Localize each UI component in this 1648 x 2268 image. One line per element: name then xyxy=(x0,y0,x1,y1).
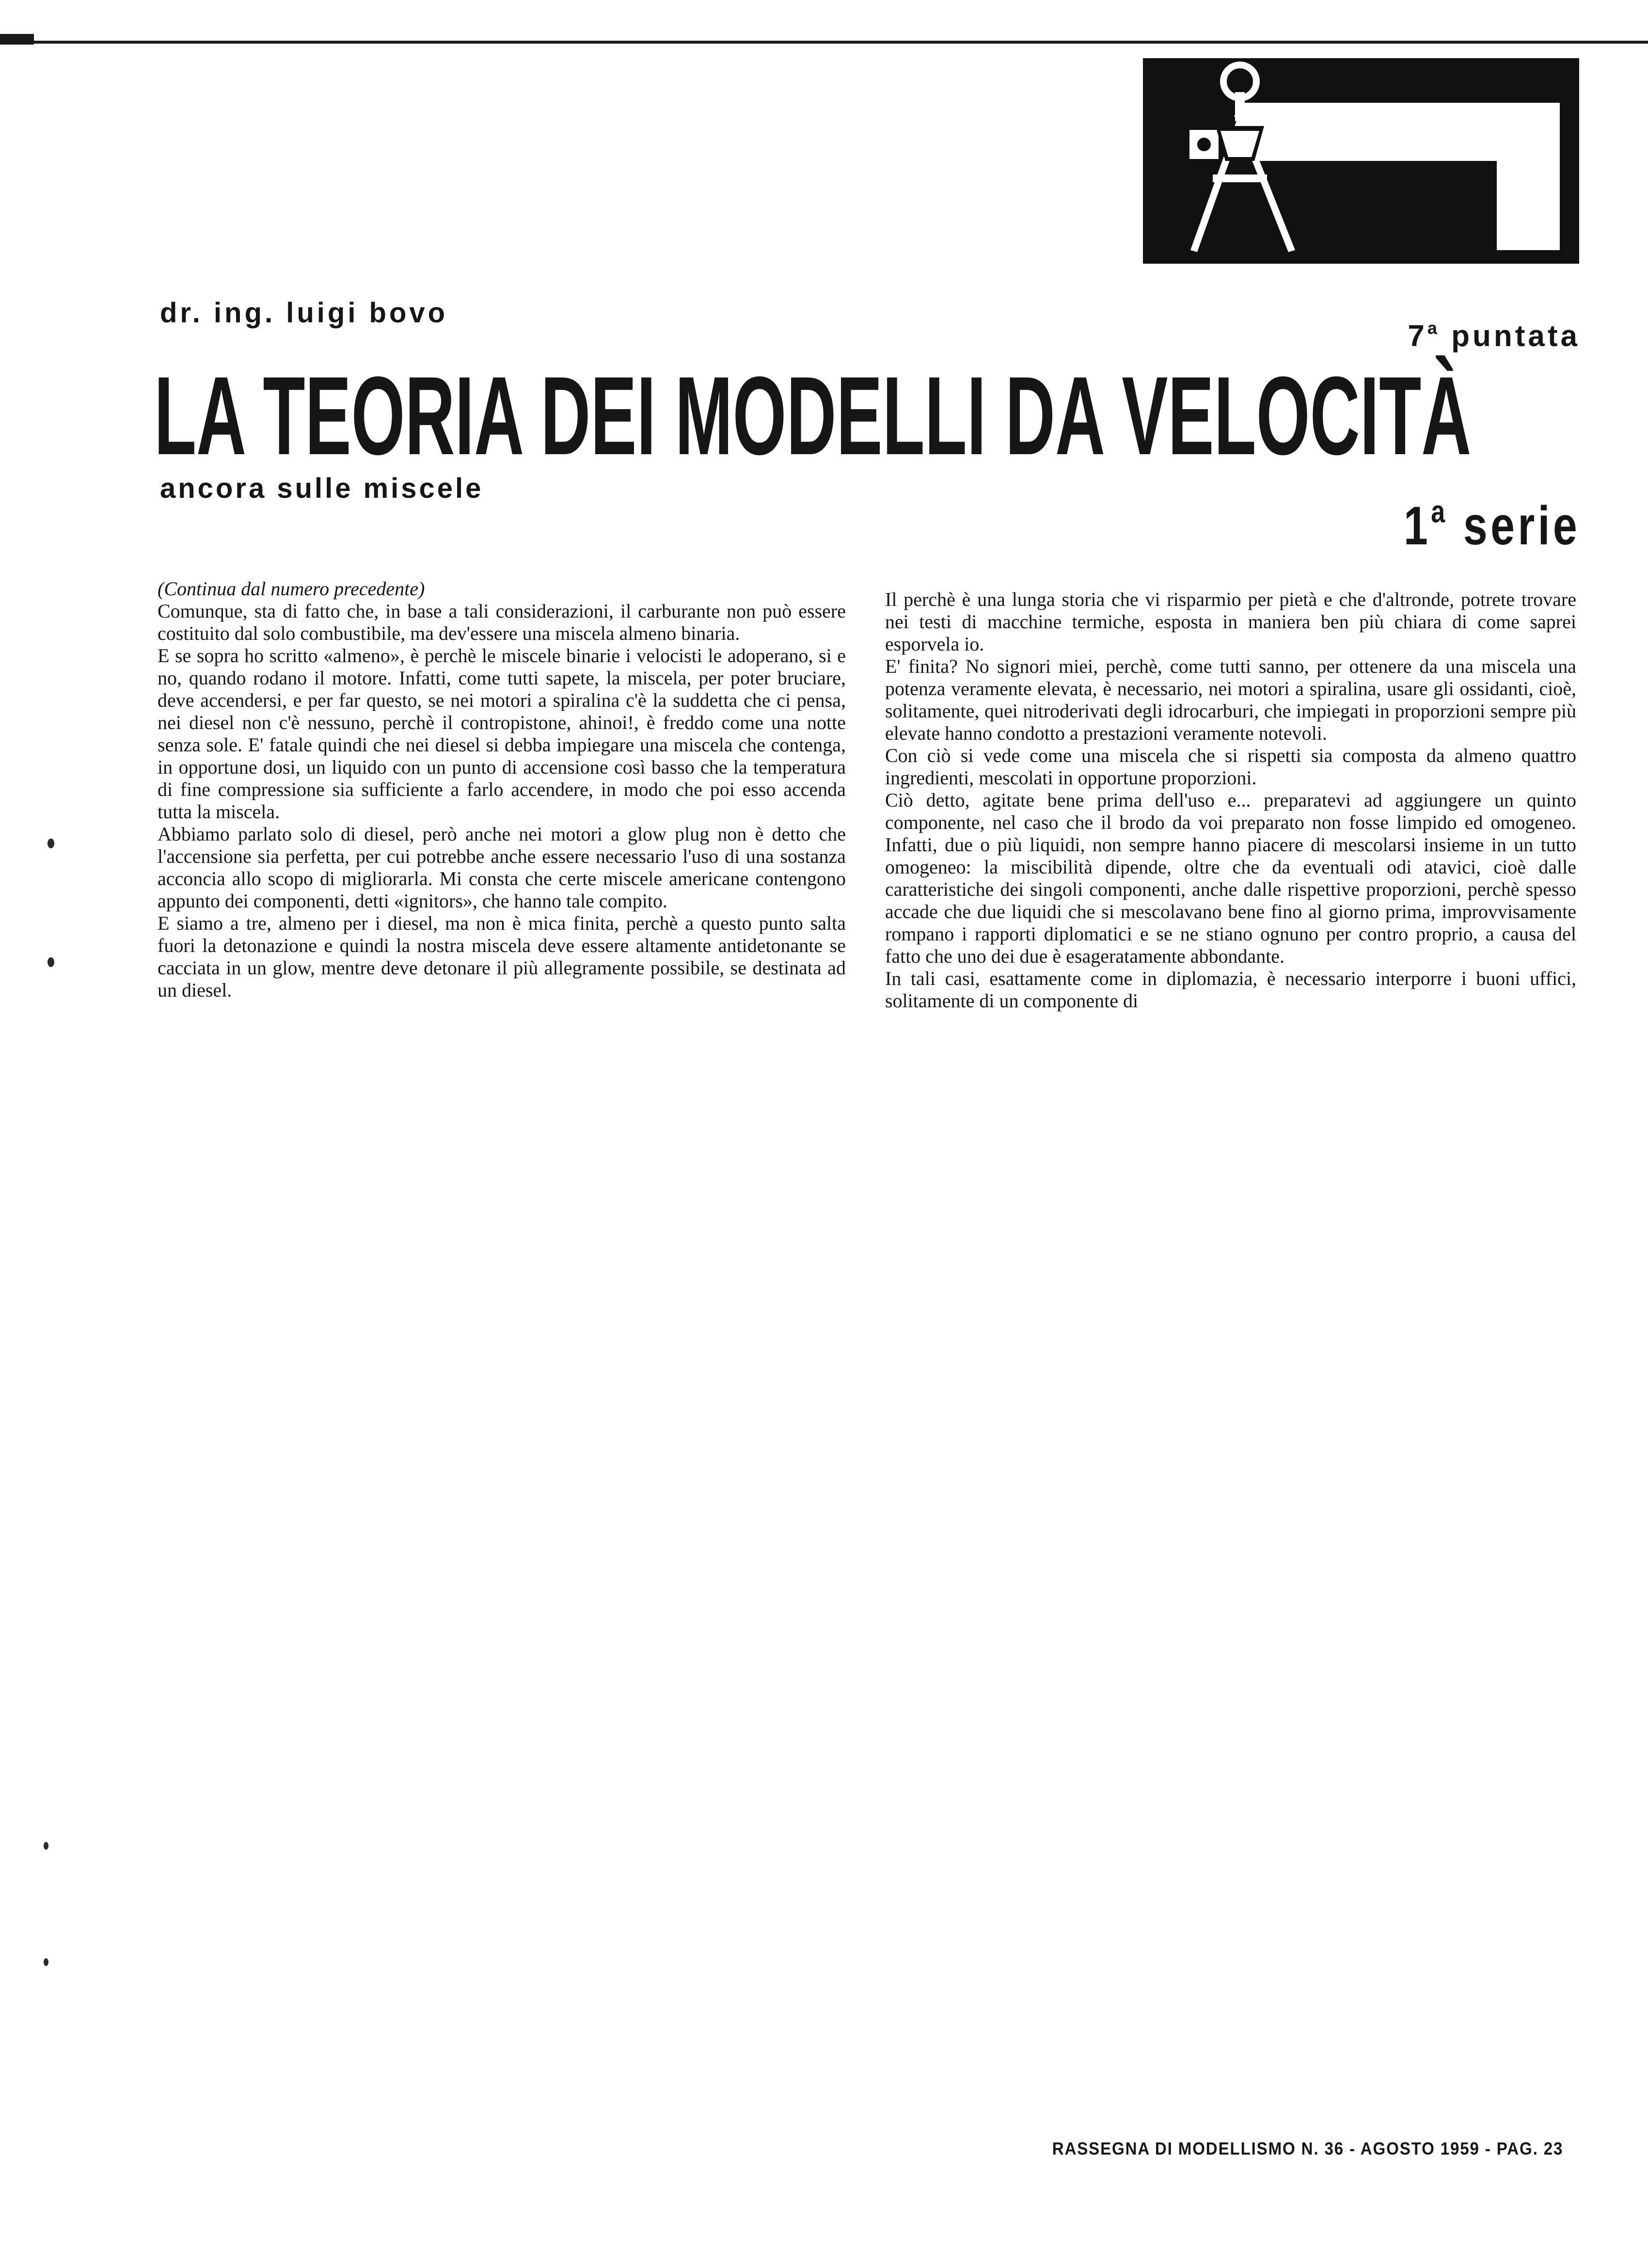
paragraph: E se sopra ho scritto «almeno», è perchè le miscele binarie i velocisti le adoperano, si e no, quando rodano il motore. Infatti, come tutti sapete, la miscela, per poter bruciare, deve accendersi, e per far questo, se nei motori a spiralina c'è la suddetta che ci pensa, nei diesel non c'è nessuno, perchè il contropistone, ahinoi!, è freddo come una notte senza sole. E' fatale quindi che nei diesel si debba impiegare una miscela che contenga, in opportune dosi, un liquido con un punto di accensione così basso che la temperatura di fine compressione sia sufficiente a farlo accendere, in modo che poi esso accenda tutta la miscela. xyxy=(158,645,846,823)
episode-label xyxy=(1408,319,1580,353)
article-column-right xyxy=(885,588,1576,1012)
paragraph: In tali casi, esattamente come in diplomazia, è necessario interporre i buoni uffici, solitamente di un componente di xyxy=(885,967,1576,1012)
series-label xyxy=(1404,494,1580,557)
article-title: LA TEORIA DEI MODELLI DA VELOCITÀ xyxy=(154,353,1472,478)
author-name: dr. ing. luigi bovo xyxy=(160,297,448,329)
compass-drafting-icon xyxy=(1143,58,1579,264)
episode-superscript: a xyxy=(1427,317,1440,338)
paragraph: Con ciò si vede come una miscela che si rispetti sia composta da almeno quattro ingredienti, mescolati in opportune proporzioni. xyxy=(885,745,1576,789)
article-subtitle: ancora sulle miscele xyxy=(160,473,484,504)
page-footer: RASSEGNA DI MODELLISMO N. 36 - AGOSTO 1959 - PAG. 23 xyxy=(1052,2139,1563,2158)
paragraph: E siamo a tre, almeno per i diesel, ma non è mica finita, perchè a questo punto salta fuori la detonazione e quindi la nostra miscela deve essere altamente antidetonante se cacciata in un glow, mentre deve detonare il più allegramente possibile, se destinata ad un diesel. xyxy=(158,912,846,1001)
binder-hole-mark xyxy=(48,839,54,848)
episode-word: puntata xyxy=(1451,319,1580,353)
episode-number: 7 xyxy=(1408,319,1427,353)
binder-hole-mark xyxy=(48,957,54,967)
paragraph: Comunque, sta di fatto che, in base a tali considerazioni, il carburante non può essere costituito dal solo combustibile, ma dev'essere una miscela almeno binaria. xyxy=(158,600,846,644)
top-rule-tick xyxy=(0,34,34,45)
paragraph: Abbiamo parlato solo di diesel, però anche nei motori a glow plug non è detto che l'accensione sia perfetta, per cui potrebbe anche essere necessario l'uso di una sostanza acconcia allo scopo di migliorarla. Mi consta che certe miscele americane contengono appunto dei componenti, detti «ignitors», che hanno tale compito. xyxy=(158,823,846,912)
paragraph: Il perchè è una lunga storia che vi risparmio per pietà e che d'altronde, potrete trovare nei testi di macchine termiche, esposta in maniera ben più chiara di come saprei esporvela io. xyxy=(885,588,1576,655)
top-rule xyxy=(0,41,1648,44)
continued-note: (Continua dal numero precedente) xyxy=(158,578,425,600)
article-column-left xyxy=(158,578,846,1001)
paragraph: E' finita? No signori miei, perchè, come tutti sanno, per ottenere da una miscela una potenza veramente elevata, è necessario, nei motori a spiralina, usare gli ossidanti, cioè, solitamente, quei nitroderivati degli idrocarburi, che impiegati in proporzioni sempre più elevate hanno condotto a prestazioni veramente notevoli. xyxy=(885,655,1576,744)
binder-hole-mark xyxy=(44,1958,48,1966)
series-word: serie xyxy=(1463,495,1580,556)
section-logo xyxy=(1143,58,1579,264)
binder-hole-mark xyxy=(44,1842,48,1850)
series-superscript: a xyxy=(1431,493,1448,529)
series-number: 1 xyxy=(1403,495,1431,556)
paragraph: Ciò detto, agitate bene prima dell'uso e... preparatevi ad aggiungere un quinto componente, nel caso che il brodo da voi preparato non fosse limpido ed omogeneo. Infatti, due o più liquidi, non sempre hanno piacere di mescolarsi insieme in un tutto omogeneo: la miscibilità dipende, oltre che da eventuali odi atavici, cioè dalle caratteristiche dei singoli componenti, anche dalle rispettive proporzioni, perchè spesso accade che due liquidi che si mescolavano bene fino al giorno prima, improvvisamente rompano i rapporti diplomatici e se ne stiano ognuno per contro proprio, a causa del fatto che uno dei due è esageratamente abbondante. xyxy=(885,789,1576,967)
